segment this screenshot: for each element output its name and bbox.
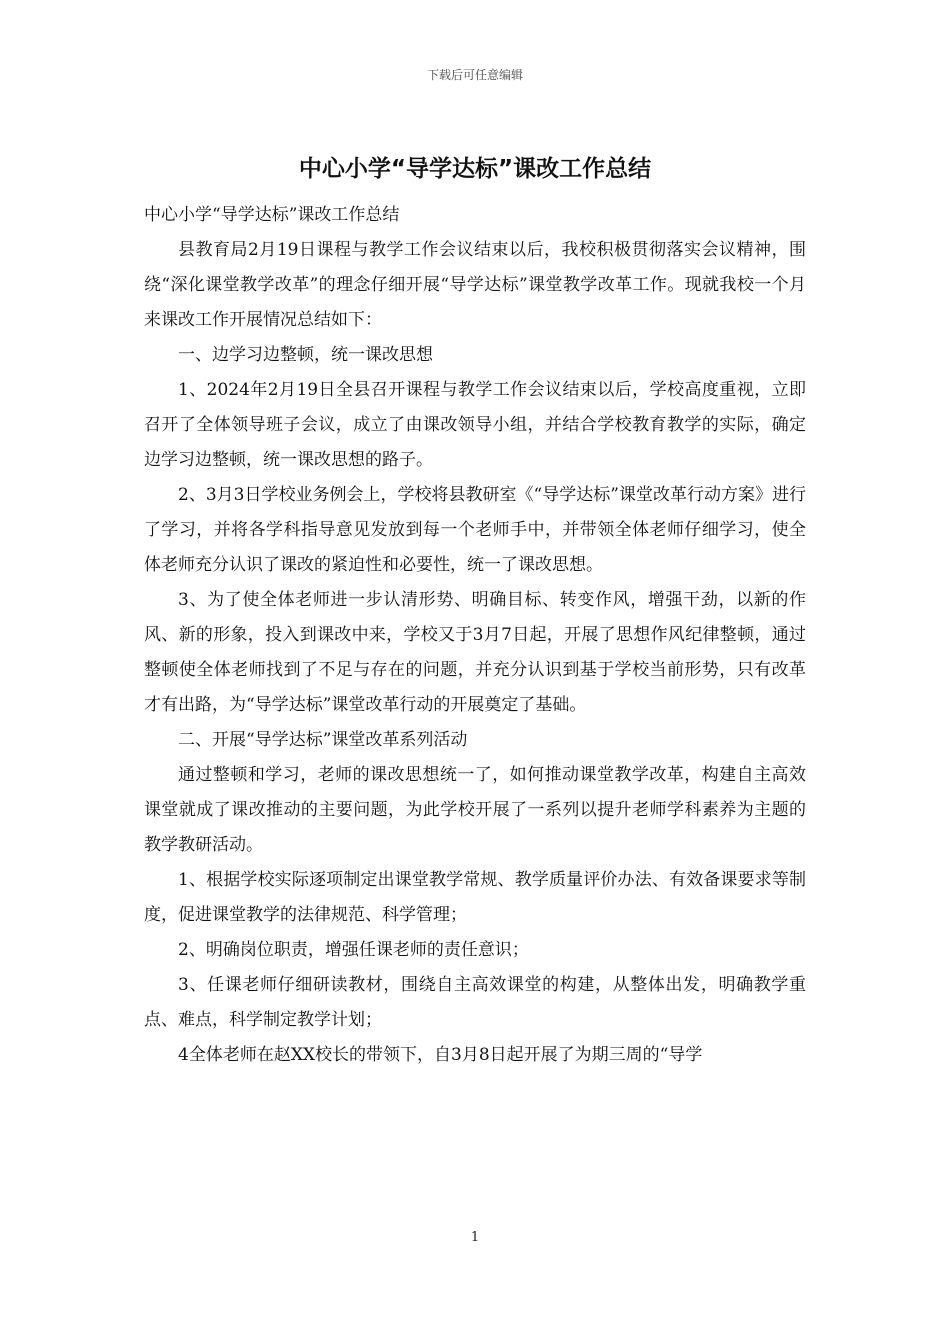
document-body — [144, 198, 806, 1073]
paragraph-intro: 县教育局2月19日课程与教学工作会议结束以后，我校积极贯彻落实会议精神，围绕“深化课堂教学改革”的理念仔细开展“导学达标”课堂教学改革工作。现就我校一个月来课改工作开展情况总结如下： — [144, 240, 806, 330]
paragraph-1-1: 1、2024年2月19日全县召开课程与教学工作会议结束以后，学校高度重视，立即召开了全体领导班子会议，成立了由课改领导小组，并结合学校教育教学的实际，确定边学习边整顿，统一课改思想的路子。 — [144, 380, 806, 470]
header-note: 下载后可任意编辑 — [426, 68, 523, 82]
paragraph-2-intro: 通过整顿和学习，老师的课改思想统一了，如何推动课堂教学改革，构建自主高效课堂就成了课改推动的主要问题，为此学校开展了一系列以提升老师学科素养为主题的教学教研活动。 — [144, 765, 806, 855]
paragraph-2-3: 3、任课老师仔细研读教材，围绕自主高效课堂的构建，从整体出发，明确教学重点、难点，科学制定教学计划； — [144, 975, 806, 1030]
paragraph-2-2: 2、明确岗位职责，增强任课老师的责任意识； — [178, 940, 529, 960]
paragraph-2-1: 1、根据学校实际逐项制定出课堂教学常规、教学质量评价办法、有效备课要求等制度，促进课堂教学的法律规范、科学管理； — [144, 870, 806, 925]
paragraph-1-2: 2、3月3日学校业务例会上，学校将县教研室《“导学达标”课堂改革行动方案》进行了学习，并将各学科指导意见发放到每一个老师手中，并带领全体老师仔细学习，使全体老师充分认识了课改的紧迫性和必要性，统一了课改思想。 — [144, 485, 806, 575]
subtitle-line: 中心小学“导学达标”课改工作总结 — [144, 205, 400, 225]
section-heading-2: 二、开展“导学达标”课堂改革系列活动 — [178, 730, 468, 750]
section-heading-1: 一、边学习边整顿，统一课改思想 — [178, 345, 433, 365]
paragraph-1-3: 3、为了使全体老师进一步认清形势、明确目标、转变作风，增强干劲，以新的作风、新的形象，投入到课改中来，学校又于3月7日起，开展了思想作风纪律整顿，通过整顿使全体老师找到了不足与存在的问题，并充分认识到基于学校当前形势，只有改革才有出路，为“导学达标”课堂改革行动的开展奠定了基础。 — [144, 590, 806, 715]
page-number: 1 — [470, 1230, 480, 1245]
paragraph-2-4: 4全体老师在赵XX校长的带领下，自3月8日起开展了为期三周的“导学 — [178, 1045, 703, 1065]
document-title: 中心小学“导学达标”课改工作总结 — [298, 156, 652, 182]
